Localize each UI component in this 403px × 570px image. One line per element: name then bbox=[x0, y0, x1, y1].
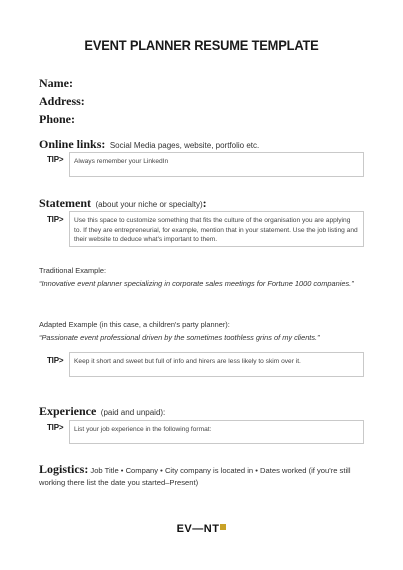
event-logo bbox=[0, 523, 403, 535]
event-logo-text: EV—NT bbox=[176, 523, 220, 535]
adapted-example-quote: “Passionate event professional driven by the sometimes toothless grins of my clients.” bbox=[39, 332, 320, 342]
experience-tip-label: TIP> bbox=[47, 423, 64, 432]
name-field-label: Name: bbox=[39, 76, 73, 90]
experience-tip-box bbox=[69, 420, 364, 444]
online-links-tip-label: TIP> bbox=[47, 155, 64, 164]
traditional-example bbox=[39, 265, 369, 290]
logistics-title: Logistics: bbox=[39, 462, 89, 476]
statement-title: Statement bbox=[39, 196, 91, 210]
experience-title: Experience bbox=[39, 404, 97, 418]
statement-colon: : bbox=[202, 196, 207, 210]
logo-square-icon bbox=[220, 524, 226, 530]
traditional-example-quote: “Innovative event planner specializing in corporate sales meetings for Fortune 1000 companies.” bbox=[39, 278, 354, 288]
statement-tip-label: TIP> bbox=[47, 215, 64, 224]
statement-tip-box bbox=[69, 211, 364, 247]
experience-subtext: (paid and unpaid): bbox=[100, 408, 166, 417]
address-field-label: Address: bbox=[39, 94, 85, 108]
adapted-example bbox=[39, 319, 369, 344]
online-links-tip-box bbox=[69, 152, 364, 177]
adapted-example-note: (in this case, a children's party planner): bbox=[99, 320, 230, 329]
online-links-tip-text: Always remember your LinkedIn bbox=[74, 158, 169, 165]
experience-heading bbox=[39, 402, 165, 420]
statement-heading bbox=[39, 194, 207, 212]
adapted-example-label: Adapted Example bbox=[39, 320, 98, 329]
online-links-subtext: Social Media pages, website, portfolio etc. bbox=[109, 141, 260, 150]
online-links-title: Online links: bbox=[39, 137, 106, 151]
online-links-heading bbox=[39, 135, 259, 153]
logistics-text: Job Title • Company • City company is located in • Dates worked (if you're still working there list the date you started–Present) bbox=[39, 466, 351, 487]
adapted-tip-text: Keep it short and sweet but full of info and hirers are less likely to skim over it. bbox=[74, 358, 301, 365]
page-title: EVENT PLANNER RESUME TEMPLATE bbox=[84, 37, 319, 53]
statement-subtext: (about your niche or specialty) bbox=[95, 200, 203, 209]
phone-field-label: Phone: bbox=[39, 112, 75, 126]
experience-tip-text: List your job experience in the following format: bbox=[74, 426, 212, 433]
logistics-section bbox=[39, 463, 374, 489]
adapted-tip-box bbox=[69, 352, 364, 377]
adapted-tip-label: TIP> bbox=[47, 356, 64, 365]
statement-tip-text: Use this space to customize something that fits the culture of the organisation you are applying to. If they are entrepreneurial, for example, mention that in your statement. Use the job listing and their website to deduce what's important to them. bbox=[74, 217, 358, 243]
traditional-example-label: Traditional Example: bbox=[39, 266, 107, 275]
